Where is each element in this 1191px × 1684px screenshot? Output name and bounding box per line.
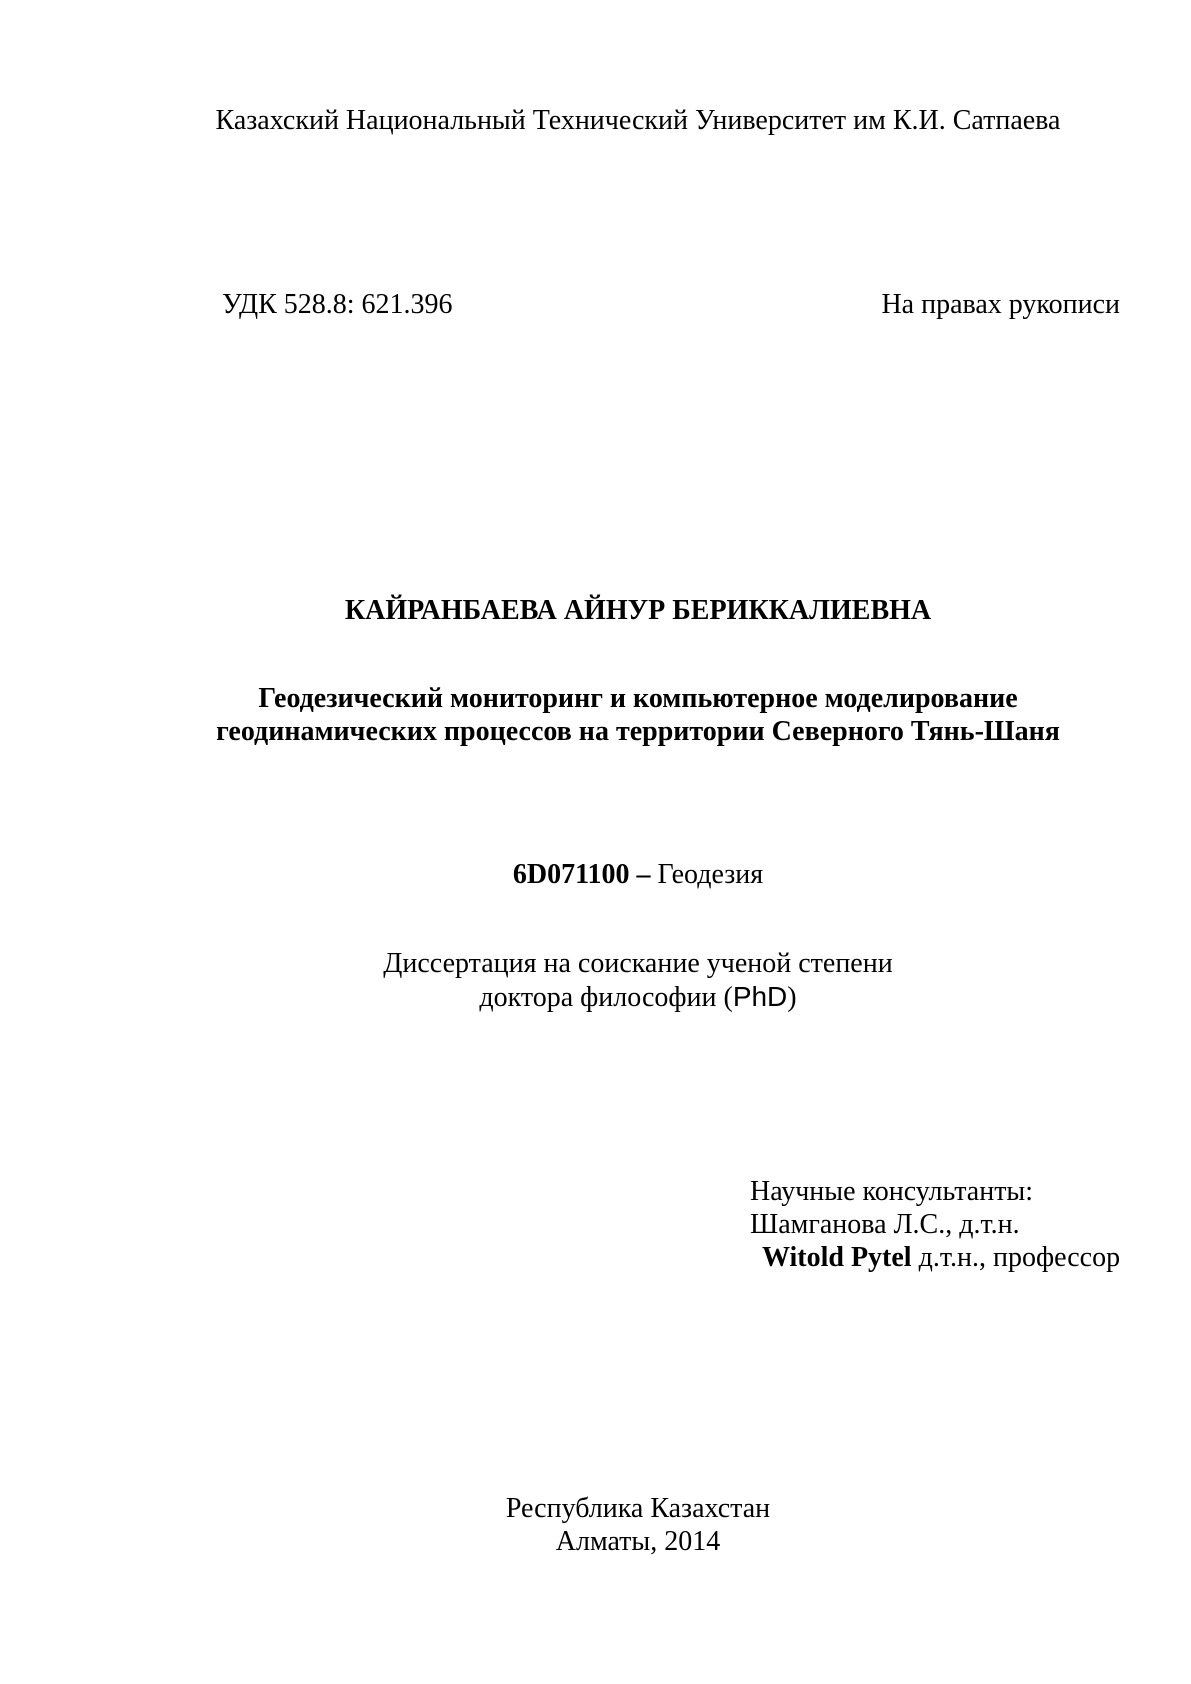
specialty-code: 6D071100 –	[512, 859, 651, 890]
consultants-block	[750, 1175, 1120, 1274]
consultant-1: Шамганова Л.С., д.т.н.	[750, 1209, 1020, 1240]
specialty-name: Геодезия	[650, 859, 764, 890]
consultant-2-name: Witold Pytel	[762, 1242, 912, 1273]
specialty-line	[170, 858, 1106, 891]
consultant-2	[750, 1241, 1120, 1274]
country-line: Республика Казахстан	[505, 1493, 771, 1524]
city-year-line: Алматы, 2014	[555, 1526, 721, 1557]
university-name: Казахский Национальный Технический Университет им К.И. Сатпаева	[215, 105, 1061, 136]
dissertation-title	[170, 682, 1106, 748]
degree-statement-line2-prefix: доктора философии (	[479, 982, 733, 1013]
degree-statement-line2-suffix: )	[787, 982, 797, 1013]
consultants-heading: Научные консультанты:	[750, 1176, 1034, 1207]
dissertation-title-line2: геодинамических процессов на территории Северного Тянь-Шаня	[216, 716, 1060, 747]
manuscript-rights-note: На правах рукописи	[881, 289, 1120, 320]
degree-statement	[170, 947, 1106, 1014]
footer-block	[170, 1492, 1106, 1558]
udk-row	[222, 288, 1120, 321]
phd-abbreviation: PhD	[732, 981, 788, 1012]
consultant-2-titles: д.т.н., профессор	[911, 1242, 1121, 1273]
udk-code: УДК 528.8: 621.396	[222, 289, 453, 320]
degree-statement-line2	[170, 980, 1106, 1014]
author-name: КАЙРАНБАЕВА АЙНУР БЕРИККАЛИЕВНА	[344, 595, 932, 626]
dissertation-title-line1: Геодезический мониторинг и компьютерное моделирование	[258, 683, 1018, 714]
degree-statement-line1: Диссертация на соискание ученой степени	[383, 948, 893, 979]
